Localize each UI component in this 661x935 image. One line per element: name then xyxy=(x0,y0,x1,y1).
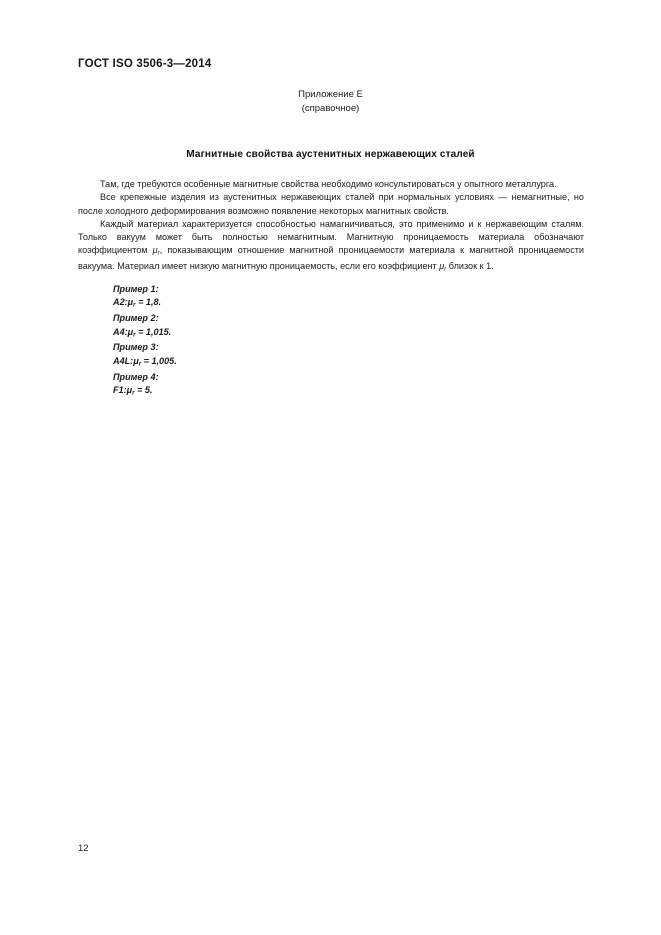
mu-subscript: r xyxy=(157,249,160,257)
example-grade-2: A4: xyxy=(113,326,128,337)
mu-symbol: μ xyxy=(152,245,158,256)
example-heading-1: Пример 1: xyxy=(113,284,159,294)
mu-subscript-second: r xyxy=(444,265,447,273)
example-heading-3: Пример 3: xyxy=(113,342,159,353)
example-value-3 xyxy=(113,355,177,371)
running-head-standard-number: ГОСТ ISO 3506-3—2014 xyxy=(78,58,212,70)
example-number-4: = 5. xyxy=(134,384,153,395)
page-number: 12 xyxy=(78,843,89,854)
body-text-container xyxy=(78,178,584,276)
example-grade-3: A4L: xyxy=(113,355,134,366)
paragraph-2: Все крепежные изделия из аустенитных нержавеющих сталей при нормальных условиях — немагнитные, но после холодного деформирования возможно появление некоторых магнитных свойств. xyxy=(78,192,584,216)
example-number-2: = 1,015. xyxy=(135,326,172,337)
paragraph-3 xyxy=(78,218,584,276)
page-title: Магнитные свойства аустенитных нержавеющих сталей xyxy=(186,149,475,160)
example-mu-3: μ xyxy=(133,355,139,366)
example-mu-subscript-3: r xyxy=(138,360,142,368)
example-heading-2: Пример 2: xyxy=(113,313,159,324)
annex-kind: (справочное) xyxy=(301,103,360,114)
example-mu-subscript-1: r xyxy=(133,301,136,309)
example-mu-4: μ xyxy=(126,384,133,395)
paragraph-3-part-c: близок к 1. xyxy=(446,261,494,272)
example-number-3: = 1,005. xyxy=(141,355,177,366)
example-grade-1: A2: xyxy=(113,297,128,308)
example-mu-1: μ xyxy=(127,297,134,308)
examples-block xyxy=(113,283,177,400)
mu-symbol-second: μ xyxy=(439,261,445,272)
example-mu-2: μ xyxy=(127,326,134,337)
example-grade-4: F1: xyxy=(113,384,127,395)
example-heading-4: Пример 4: xyxy=(113,371,159,382)
example-mu-subscript-2: r xyxy=(133,330,136,338)
example-value-2 xyxy=(113,326,177,342)
annex-label: Приложение Е xyxy=(298,89,363,100)
paragraph-3-part-b: , показывающим отношение магнитной проницаемости материала к магнитной проницаемости вакуума. Материал имеет низкую магнитную проницаемость, если его коэффициент xyxy=(78,245,584,272)
annex-heading-block xyxy=(0,88,661,116)
example-value-4 xyxy=(113,384,177,400)
paragraph-3-part-a: Каждый материал характеризуется способностью намагничиваться, это применимо и к нержавеющим сталям. Только вакуум может быть полностью немагнитным. Магнитную проницаемость материала обозначают коэффициентом xyxy=(78,218,584,256)
paragraph-1: Там, где требуются особенные магнитные свойства необходимо консультироваться у опытного металлурга. xyxy=(100,179,557,189)
example-number-1: = 1,8. xyxy=(135,297,162,308)
example-value-1 xyxy=(113,296,177,312)
example-mu-subscript-4: r xyxy=(132,389,135,397)
